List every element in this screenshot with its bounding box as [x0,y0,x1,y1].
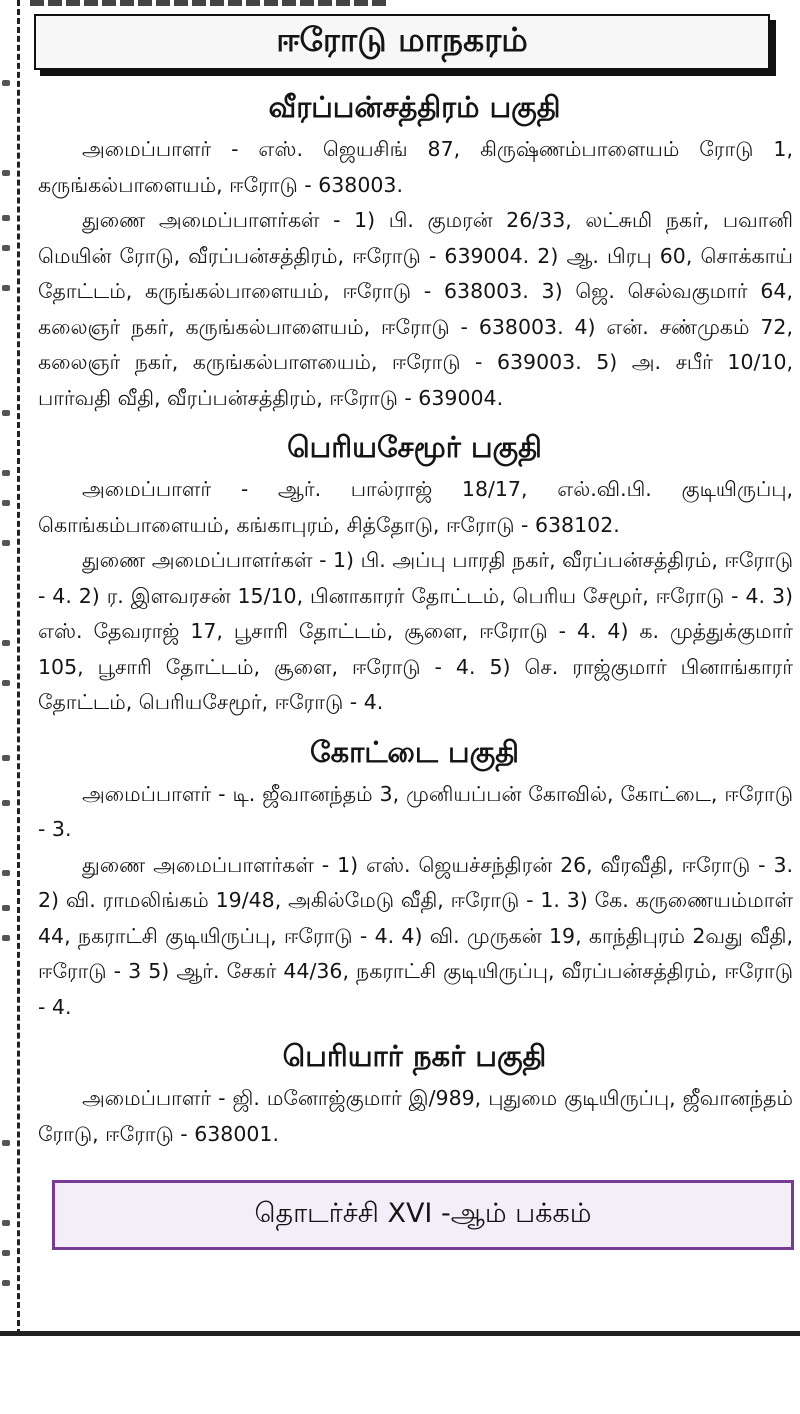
previous-article-cut-text [30,0,390,6]
section-paragraph: துணை அமைப்பாளர்கள் - 1) எஸ். ஜெயச்சந்திரன் 26, வீரவீதி, ஈரோடு - 3. 2) வி. ராமலிங்கம் 19/48, அகில்மேடு வீதி, ஈரோடு - 1. 3) கே. கருணையம்மாள் 44, நகராட்சி குடியிருப்பு, ஈரோடு - 4. 4) வி. முருகன் 19, காந்திபுரம் 2வது வீதி, ஈரோடு - 3 5) ஆர். சேகர் 44/36, நகராட்சி குடியிருப்பு, வீரப்பன்சத்திரம், ஈரோடு - 4. [38,852,793,1019]
section-heading: பெரியசேமூர் பகுதி [287,430,542,464]
section-periyasemur [32,428,797,721]
article-title-box [34,14,770,70]
bottom-rule [0,1331,800,1336]
article-body [32,14,797,1250]
section-paragraph: துணை அமைப்பாளர்கள் - 1) பி. அப்பு பாரதி நகர், வீரப்பன்சத்திரம், ஈரோடு - 4. 2) ர. இளவரசன் 15/10, பினாகாரர் தோட்டம், பெரிய சேமூர், ஈரோடு - 4. 3) எஸ். தேவராஜ் 17, பூசாரி தோட்டம், சூளை, ஈரோடு - 4. 4) க. முத்துக்குமார் 105, பூசாரி தோட்டம், சூளை, ஈரோடு - 4. 5) செ. ராஜ்குமார் பினாங்காரர் தோட்டம், பெரியசேமூர், ஈரோடு - 4. [38,548,793,714]
section-heading: பெரியார் நகர் பகுதி [282,1039,547,1073]
section-paragraph: அமைப்பாளர் - ஜி. மனோஜ்குமார் இ/989, புதுமை குடியிருப்பு, ஜீவானந்தம் ரோடு, ஈரோடு - 638001. [38,1086,793,1146]
section-paragraph: அமைப்பாளர் - ஆர். பால்ராஜ் 18/17, எல்.வி.பி. குடியிருப்பு, கொங்கம்பாளையம், கங்காபுரம், சித்தோடு, ஈரோடு - 638102. [38,477,793,537]
article-title: ஈரோடு மாநகரம் [276,20,528,59]
continued-on-page-box [52,1180,794,1250]
section-heading: வீரப்பன்சத்திரம் பகுதி [268,90,561,124]
section-heading: கோட்டை பகுதி [310,734,519,769]
adjacent-column-fragments [0,0,14,1335]
section-paragraph: அமைப்பாளர் - டி. ஜீவானந்தம் 3, முனியப்பன் கோவில், கோட்டை, ஈரோடு - 3. [38,781,793,841]
continued-on-page-text: தொடர்ச்சி XVI -ஆம் பக்கம் [254,1197,592,1229]
section-veerappanchatram [32,88,797,416]
section-periyar-nagar [32,1037,797,1152]
section-paragraph: அமைப்பாளர் - எஸ். ஜெயசிங் 87, கிருஷ்ணம்பாளையம் ரோடு 1, கருங்கல்பாளையம், ஈரோடு - 638003. [38,137,793,197]
column-separator-dashed-line [17,0,20,1335]
section-kottai [32,733,797,1026]
section-paragraph: துணை அமைப்பாளர்கள் - 1) பி. குமரன் 26/33, லட்சுமி நகர், பவானி மெயின் ரோடு, வீரப்பன்சத்திரம், ஈரோடு - 639004. 2) ஆ. பிரபு 60, சொக்காய் தோட்டம், கருங்கல்பாளையம், ஈரோடு - 638003. 3) ஜெ. செல்வகுமார் 64, கலைஞர் நகர், கருங்கல்பாளையம், ஈரோடு - 638003. 4) என். சண்முகம் 72, கலைஞர் நகர், கருங்கல்பாளயைம், ஈரோடு - 639003. 5) அ. சபீர் 10/10, பார்வதி வீதி, வீரப்பன்சத்திரம், ஈரோடு - 639004. [38,208,793,410]
